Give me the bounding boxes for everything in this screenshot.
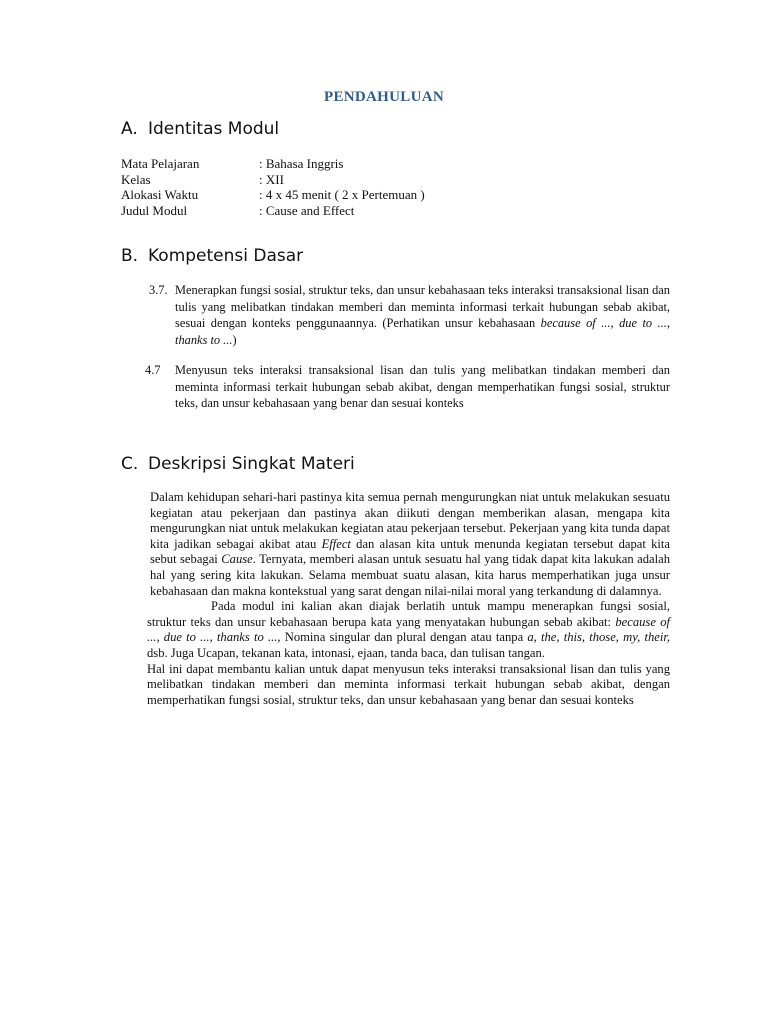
p2-italic-connectors: because of ..., due to ..., thanks to ...,	[147, 614, 670, 645]
identity-row	[121, 203, 425, 219]
paragraph-2	[147, 599, 670, 661]
kd-text-main: Menerapkan fungsi sosial, struktur teks, dan unsur kebahasaan teks interaksi transaksional lisan dan tulis yang melibatkan tindakan memberi dan meminta informasi terkait hubungan sebab akibat, sesuai dengan konteks penggunaannya. (Perhatikan unsur kebahasaan	[175, 283, 670, 331]
identity-key: Judul Modul	[121, 202, 188, 218]
section-a-heading	[121, 119, 279, 139]
section-a-label: A.	[121, 119, 138, 139]
p1-text-b: dan alasan kita untuk menunda kegiatan tersebut dapat kita sebut sebagai	[150, 536, 670, 567]
identity-key: Mata Pelajaran	[121, 156, 200, 171]
p2-text-c: dsb. Juga Ucapan, tekanan kata, intonasi, ejaan, tanda baca, dan tulisan tangan.	[147, 645, 545, 660]
identity-value: : XII	[259, 171, 284, 187]
kd-number: 4.7	[145, 363, 161, 377]
kd-italic-text: because of ..., due to ..., thanks to ...	[175, 316, 670, 347]
p2-text-a: Pada modul ini kalian akan diajak berlatih untuk mampu menerapkan fungsi sosial, struktur teks dan unsur kebahasaan berupa kata yang menyatakan hubungan sebab akibat:	[147, 599, 670, 629]
section-c-heading	[121, 454, 355, 474]
identity-value: : Cause and Effect	[259, 202, 355, 218]
cause-term: Cause	[221, 552, 253, 567]
paragraph-1	[147, 490, 670, 599]
kd-3-7	[149, 282, 670, 348]
kd-4-7	[145, 362, 670, 412]
module-identity-table	[121, 156, 425, 218]
section-c-label: C.	[121, 454, 139, 474]
kd-number: 3.7.	[149, 283, 168, 297]
kd-text: Menyusun teks interaksi transaksional lisan dan tulis yang melibatkan tindakan memberi dan meminta informasi terkait hubungan sebab akibat, dengan memperhatikan fungsi sosial, struktur teks, dan unsur kebahasaan yang benar dan sesuai konteks	[175, 363, 670, 411]
section-b-label: B.	[121, 246, 139, 266]
identity-row	[121, 187, 425, 203]
p2-text-b: Nomina singular dan plural dengan atau tanpa	[280, 630, 528, 645]
section-b-title: Kompetensi Dasar	[148, 246, 304, 266]
paragraph-3: Hal ini dapat membantu kalian untuk dapat menyusun teks interaksi transaksional lisan dan tulis yang melibatkan tindakan memberi dan meminta informasi terkait hubungan sebab akibat, dengan memperhatikan fungsi sosial, struktur teks, dan unsur kebahasaan yang benar dan sesuai konteks	[147, 661, 670, 707]
section-a-title: Identitas Modul	[148, 119, 280, 139]
identity-value: : Bahasa Inggris	[259, 156, 344, 171]
identity-row	[121, 156, 425, 172]
p1-text-c: . Ternyata, memberi alasan untuk sesuatu hal yang tidak dapat kita lakukan adalah hal yang sering kita lakukan. Selama membuat suatu alasan, kita harus memperhatikan juga unsur kebahasaan dan makna kontekstual yang sarat dengan nilai-nilai moral yang terkandung di dalamnya.	[150, 552, 670, 598]
p2-italic-determiners: a, the, this, those, my, their,	[527, 630, 670, 645]
identity-key: Alokasi Waktu	[121, 187, 199, 202]
page-title: PENDAHULUAN	[324, 89, 444, 105]
section-b-heading	[121, 246, 303, 266]
effect-term: Effect	[321, 536, 351, 551]
p1-text-a: Dalam kehidupan sehari-hari pastinya kita semua pernah mengurungkan niat untuk melakukan sesuatu kegiatan atau pekerjaan dan pastinya akan diikuti dengan memberikan alasan, mengapa kita mengurungkan niat untuk melakukan kegiatan atau pekerjaan tersebut. Pekerjaan yang kita tunda dapat kita jadikan sebagai akibat atau	[150, 490, 671, 551]
identity-value: : 4 x 45 menit ( 2 x Pertemuan )	[259, 187, 425, 202]
section-c-title: Deskripsi Singkat Materi	[148, 454, 355, 474]
kd-text	[149, 282, 670, 348]
material-description	[147, 490, 670, 708]
identity-row	[121, 172, 425, 188]
identity-key: Kelas	[121, 171, 151, 187]
kd-text-close: )	[232, 332, 237, 347]
